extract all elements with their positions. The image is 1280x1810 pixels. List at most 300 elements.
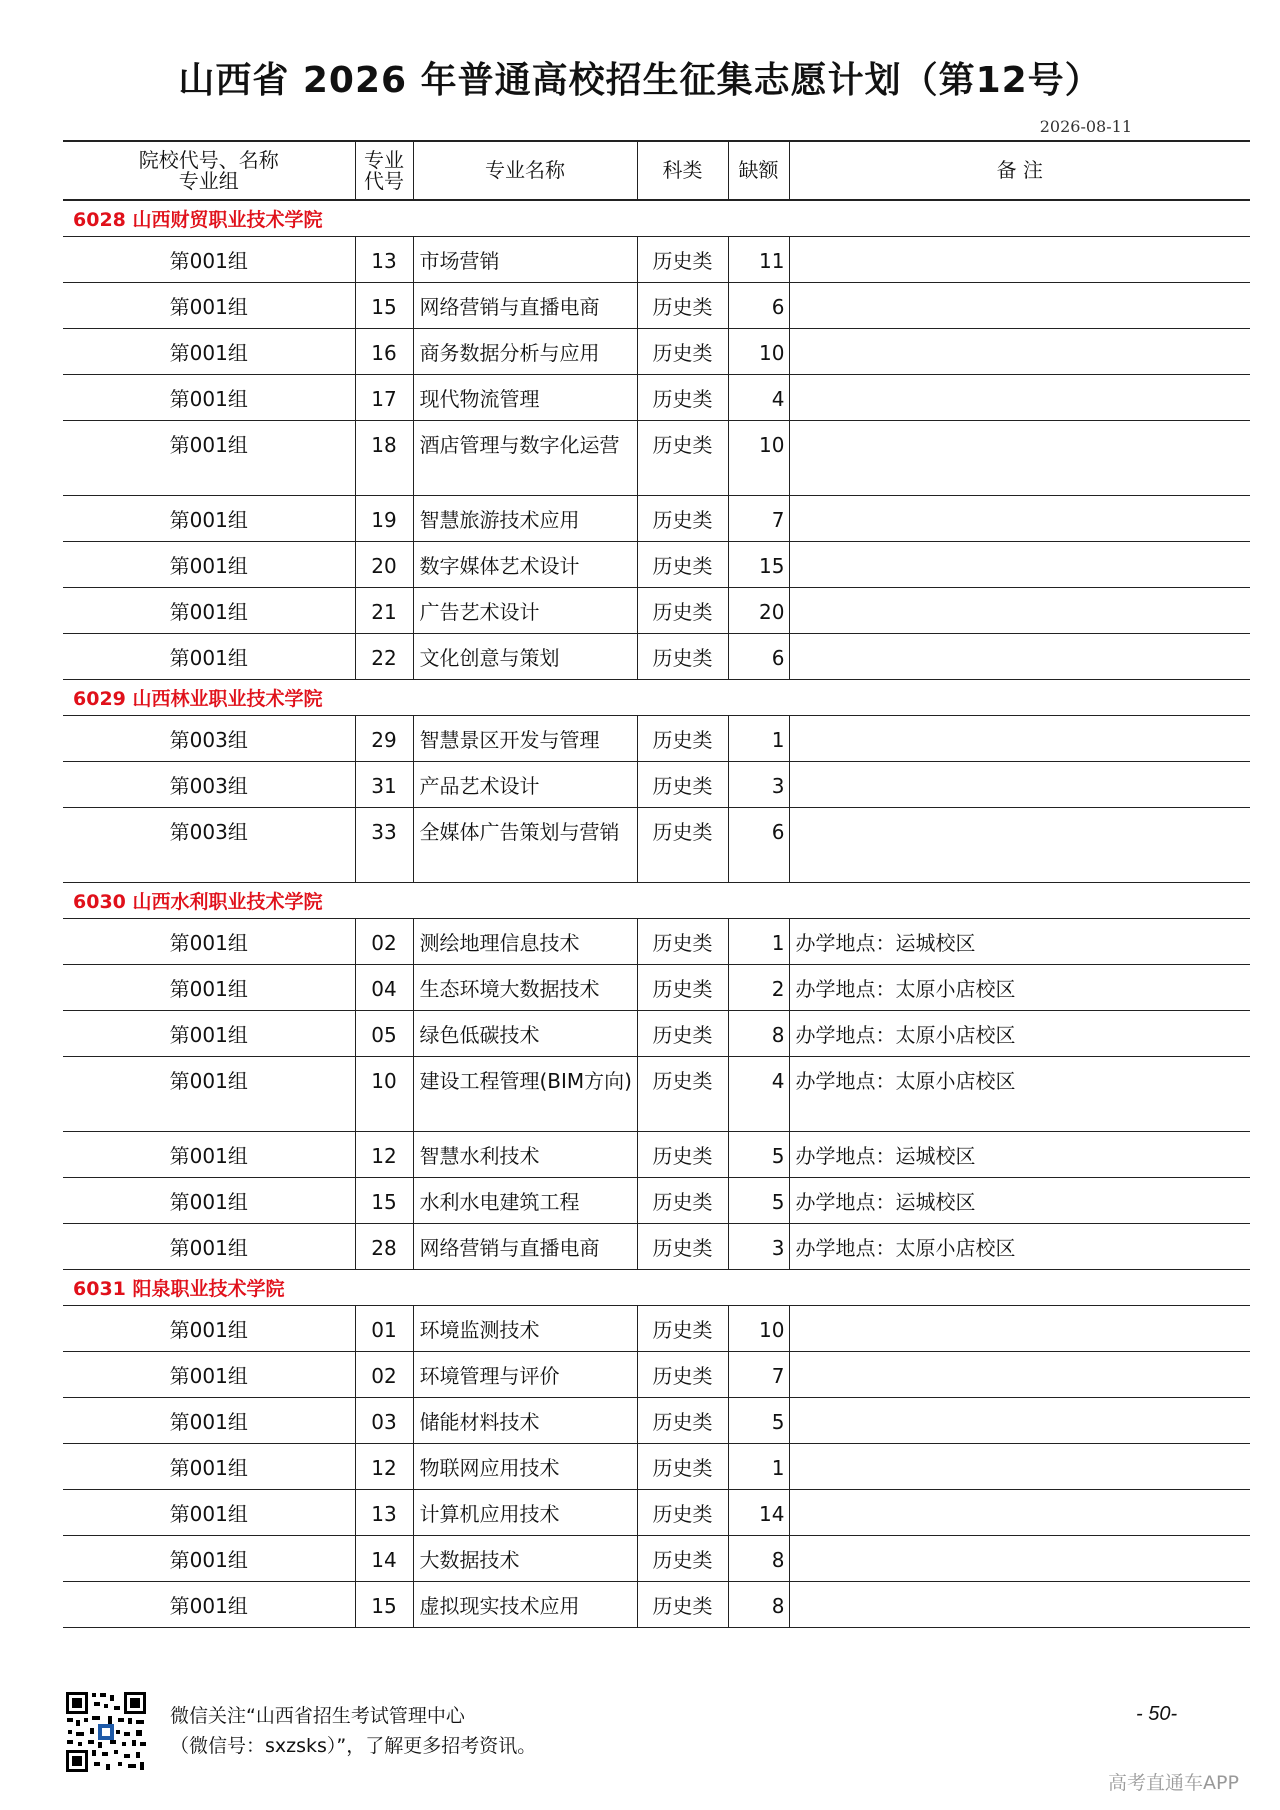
vacancy-cell-text: 8 (771, 1548, 785, 1572)
category-cell-text: 历史类 (652, 931, 713, 955)
notes-cell-text (790, 808, 1251, 818)
category-cell (637, 808, 728, 883)
vacancy-cell-text: 6 (771, 295, 785, 319)
vacancy-cell-text: 2 (771, 977, 785, 1001)
group-cell (63, 762, 355, 808)
notes-cell (789, 375, 1250, 421)
category-cell (637, 1057, 728, 1132)
major-code-cell-text: 13 (371, 249, 397, 273)
group-cell-text: 第001组 (169, 1144, 248, 1168)
notes-cell (789, 1582, 1250, 1628)
category-cell-text: 历史类 (652, 1069, 713, 1093)
major-code-cell-text: 01 (371, 1318, 397, 1342)
vacancy-cell-text: 1 (771, 931, 785, 955)
category-cell-text: 历史类 (652, 820, 713, 844)
table-row (63, 283, 1250, 329)
category-cell (637, 1398, 728, 1444)
major-code-cell-text: 05 (371, 1023, 397, 1047)
watermark: 高考直通车APP (1108, 1772, 1239, 1794)
major-name-cell-text: 测绘地理信息技术 (419, 931, 580, 955)
notes-cell-text (790, 1444, 1251, 1454)
vacancy-cell-text: 3 (771, 1236, 785, 1260)
group-cell (63, 1398, 355, 1444)
vacancy-cell-text: 8 (771, 1594, 785, 1618)
major-name-cell (413, 1582, 637, 1628)
vacancy-cell (728, 283, 789, 329)
major-name-cell-text: 文化创意与策划 (419, 646, 560, 670)
major-name-cell-text: 产品艺术设计 (419, 774, 540, 798)
major-name-cell-text: 酒店管理与数字化运营 (419, 433, 620, 457)
vacancy-cell (728, 542, 789, 588)
major-code-cell-text: 15 (371, 1594, 397, 1618)
table-row (63, 588, 1250, 634)
major-code-cell-text: 15 (371, 295, 397, 319)
major-name-cell-text: 水利水电建筑工程 (419, 1190, 580, 1214)
header-vacancy: 缺额 (728, 141, 789, 200)
table-row (63, 919, 1250, 965)
group-cell (63, 1536, 355, 1582)
table-row (63, 716, 1250, 762)
group-cell-text: 第001组 (169, 1364, 248, 1388)
group-cell-text: 第001组 (169, 977, 248, 1001)
category-cell (637, 919, 728, 965)
group-cell (63, 496, 355, 542)
vacancy-cell-text: 4 (771, 1069, 785, 1093)
major-code-cell-text: 10 (371, 1069, 397, 1093)
table-row (63, 1057, 1250, 1132)
group-cell (63, 1444, 355, 1490)
group-cell-text: 第001组 (169, 1069, 248, 1093)
vacancy-cell (728, 496, 789, 542)
category-cell (637, 634, 728, 680)
group-cell (63, 965, 355, 1011)
notes-cell-text (790, 1490, 1251, 1500)
group-cell (63, 808, 355, 883)
table-row (63, 542, 1250, 588)
table-row (63, 1582, 1250, 1628)
category-cell-text: 历史类 (652, 341, 713, 365)
category-cell-text: 历史类 (652, 249, 713, 273)
vacancy-cell-text: 10 (759, 341, 785, 365)
major-code-cell (355, 588, 413, 634)
notes-cell-text (790, 496, 1251, 506)
notes-cell (789, 421, 1250, 496)
vacancy-cell (728, 329, 789, 375)
plan-table (63, 140, 1250, 1628)
table-row (63, 1490, 1250, 1536)
header-group-label: 专业组 (178, 168, 239, 193)
vacancy-cell-text: 7 (771, 1364, 785, 1388)
notes-cell (789, 329, 1250, 375)
vacancy-cell (728, 965, 789, 1011)
major-name-cell-text: 数字媒体艺术设计 (419, 554, 580, 578)
vacancy-cell-text: 6 (771, 646, 785, 670)
major-name-cell (413, 237, 637, 283)
notes-cell (789, 1398, 1250, 1444)
major-code-cell-text: 28 (371, 1236, 397, 1260)
major-name-cell (413, 1224, 637, 1270)
major-code-cell (355, 1306, 413, 1352)
group-cell (63, 634, 355, 680)
major-code-cell-text: 02 (371, 1364, 397, 1388)
major-name-cell (413, 375, 637, 421)
category-cell (637, 496, 728, 542)
vacancy-cell (728, 421, 789, 496)
notes-cell-text (790, 1536, 1251, 1546)
table-row (63, 1444, 1250, 1490)
notes-cell (789, 1224, 1250, 1270)
major-code-cell (355, 1178, 413, 1224)
vacancy-cell (728, 1352, 789, 1398)
vacancy-cell (728, 716, 789, 762)
header-notes: 备 注 (789, 141, 1250, 200)
footer-line-2: （微信号：sxzsks）”，了解更多招考资讯。 (170, 1735, 537, 1757)
group-cell (63, 1352, 355, 1398)
notes-cell-text (790, 1398, 1251, 1408)
notes-cell (789, 588, 1250, 634)
notes-cell (789, 1490, 1250, 1536)
notes-cell (789, 237, 1250, 283)
major-code-cell (355, 421, 413, 496)
major-code-cell (355, 1536, 413, 1582)
table-row (63, 808, 1250, 883)
major-code-cell-text: 17 (371, 387, 397, 411)
group-cell-text: 第001组 (169, 1023, 248, 1047)
notes-cell-text: 办学地点：运城校区 (795, 931, 976, 955)
group-cell-text: 第001组 (169, 341, 248, 365)
vacancy-cell-text: 1 (771, 1456, 785, 1480)
notes-cell (789, 634, 1250, 680)
table-row (63, 965, 1250, 1011)
notes-cell-text (790, 1352, 1251, 1362)
notes-cell (789, 1011, 1250, 1057)
notes-cell-text (790, 1306, 1251, 1316)
notes-cell-text: 办学地点：太原小店校区 (795, 1069, 1016, 1093)
group-cell-text: 第001组 (169, 1548, 248, 1572)
major-name-cell-text: 商务数据分析与应用 (419, 341, 600, 365)
major-code-cell (355, 965, 413, 1011)
group-cell-text: 第001组 (169, 249, 248, 273)
major-name-cell-text: 储能材料技术 (419, 1410, 540, 1434)
major-code-cell-text: 14 (371, 1548, 397, 1572)
notes-cell-text (790, 237, 1251, 247)
category-cell (637, 1582, 728, 1628)
group-cell (63, 919, 355, 965)
category-cell (637, 421, 728, 496)
page-title: 山西省 2026 年普通高校招生征集志愿计划（第12号） (178, 60, 1102, 101)
major-code-cell (355, 1582, 413, 1628)
category-cell-text: 历史类 (652, 1023, 713, 1047)
group-cell-text: 第001组 (169, 387, 248, 411)
category-cell-text: 历史类 (652, 508, 713, 532)
major-name-cell-text: 现代物流管理 (419, 387, 540, 411)
major-name-cell-text: 大数据技术 (419, 1548, 520, 1572)
notes-cell (789, 1536, 1250, 1582)
major-name-cell-text: 生态环境大数据技术 (419, 977, 600, 1001)
table-row (63, 329, 1250, 375)
vacancy-cell (728, 588, 789, 634)
group-cell-text: 第001组 (169, 600, 248, 624)
category-cell-text: 历史类 (652, 1594, 713, 1618)
group-cell (63, 421, 355, 496)
vacancy-cell-text: 7 (771, 508, 785, 532)
category-cell (637, 1536, 728, 1582)
major-name-cell-text: 环境监测技术 (419, 1318, 540, 1342)
category-cell (637, 283, 728, 329)
vacancy-cell (728, 1490, 789, 1536)
notes-cell (789, 1132, 1250, 1178)
major-name-cell (413, 329, 637, 375)
category-cell-text: 历史类 (652, 1410, 713, 1434)
major-code-cell (355, 237, 413, 283)
notes-cell (789, 496, 1250, 542)
major-name-cell-text: 全媒体广告策划与营销 (419, 820, 620, 844)
group-cell-text: 第003组 (169, 774, 248, 798)
major-name-cell (413, 808, 637, 883)
category-cell-text: 历史类 (652, 1548, 713, 1572)
vacancy-cell (728, 237, 789, 283)
major-name-cell (413, 1178, 637, 1224)
vacancy-cell-text: 14 (759, 1502, 785, 1526)
group-cell-text: 第003组 (169, 820, 248, 844)
major-code-cell (355, 1057, 413, 1132)
category-cell-text: 历史类 (652, 600, 713, 624)
vacancy-cell (728, 1536, 789, 1582)
major-code-cell (355, 1444, 413, 1490)
major-code-cell (355, 1398, 413, 1444)
vacancy-cell-text: 3 (771, 774, 785, 798)
vacancy-cell-text: 1 (771, 728, 785, 752)
category-cell-text: 历史类 (652, 1144, 713, 1168)
category-cell-text: 历史类 (652, 1236, 713, 1260)
notes-cell-text: 办学地点：运城校区 (795, 1144, 976, 1168)
school-header-row (63, 680, 1250, 716)
major-name-cell (413, 716, 637, 762)
table-row (63, 762, 1250, 808)
group-cell-text: 第001组 (169, 1502, 248, 1526)
vacancy-cell-text: 5 (771, 1190, 785, 1214)
major-name-cell (413, 1398, 637, 1444)
vacancy-cell (728, 919, 789, 965)
major-code-cell-text: 19 (371, 508, 397, 532)
major-code-cell-text: 12 (371, 1144, 397, 1168)
group-cell (63, 1057, 355, 1132)
major-code-cell (355, 496, 413, 542)
notes-cell-text (790, 329, 1251, 339)
category-cell-text: 历史类 (652, 295, 713, 319)
category-cell (637, 1306, 728, 1352)
table-row (63, 1224, 1250, 1270)
category-cell (637, 762, 728, 808)
header-major-code (355, 141, 413, 200)
notes-cell-text (790, 762, 1251, 772)
major-name-cell (413, 762, 637, 808)
major-name-cell-text: 建设工程管理(BIM方向) (419, 1069, 632, 1093)
notes-cell (789, 762, 1250, 808)
notes-cell-text (790, 634, 1251, 644)
major-name-cell (413, 1306, 637, 1352)
group-cell (63, 716, 355, 762)
category-cell-text: 历史类 (652, 774, 713, 798)
group-cell-text: 第001组 (169, 1594, 248, 1618)
major-name-cell (413, 1057, 637, 1132)
group-cell (63, 1132, 355, 1178)
major-code-cell (355, 634, 413, 680)
notes-cell (789, 1444, 1250, 1490)
notes-cell-text (790, 283, 1251, 293)
major-name-cell (413, 1444, 637, 1490)
vacancy-cell (728, 1398, 789, 1444)
notes-cell (789, 283, 1250, 329)
header-school-group (63, 141, 355, 200)
major-name-cell-text: 物联网应用技术 (419, 1456, 560, 1480)
group-cell-text: 第001组 (169, 508, 248, 532)
category-cell (637, 965, 728, 1011)
category-cell-text: 历史类 (652, 554, 713, 578)
major-name-cell-text: 智慧水利技术 (419, 1144, 540, 1168)
group-cell (63, 329, 355, 375)
major-code-cell (355, 1132, 413, 1178)
header-school-label: 院校代号、名称 (138, 147, 279, 172)
major-name-cell (413, 634, 637, 680)
notes-cell (789, 1352, 1250, 1398)
school-name: 6030 山西水利职业技术学院 (63, 883, 1250, 919)
vacancy-cell (728, 1306, 789, 1352)
major-name-cell (413, 1536, 637, 1582)
header-major-code-line1: 专业 (364, 147, 404, 172)
group-cell (63, 375, 355, 421)
vacancy-cell (728, 1132, 789, 1178)
group-cell (63, 1224, 355, 1270)
school-name: 6029 山西林业职业技术学院 (63, 680, 1250, 716)
category-cell-text: 历史类 (652, 1364, 713, 1388)
notes-cell (789, 542, 1250, 588)
major-name-cell-text: 绿色低碳技术 (419, 1023, 540, 1047)
vacancy-cell-text: 15 (759, 554, 785, 578)
vacancy-cell-text: 10 (759, 433, 785, 457)
vacancy-cell (728, 1011, 789, 1057)
major-name-cell-text: 智慧景区开发与管理 (419, 728, 600, 752)
major-code-cell-text: 16 (371, 341, 397, 365)
table-row (63, 1306, 1250, 1352)
major-code-cell-text: 18 (371, 433, 397, 457)
category-cell-text: 历史类 (652, 646, 713, 670)
table-row (63, 421, 1250, 496)
table-row (63, 1398, 1250, 1444)
major-name-cell (413, 1011, 637, 1057)
vacancy-cell-text: 8 (771, 1023, 785, 1047)
major-code-cell (355, 1490, 413, 1536)
table-row (63, 1536, 1250, 1582)
category-cell (637, 542, 728, 588)
major-code-cell (355, 1352, 413, 1398)
notes-cell (789, 965, 1250, 1011)
major-code-cell-text: 29 (371, 728, 397, 752)
group-cell-text: 第001组 (169, 1410, 248, 1434)
vacancy-cell (728, 808, 789, 883)
group-cell (63, 1178, 355, 1224)
major-code-cell-text: 22 (371, 646, 397, 670)
major-code-cell-text: 03 (371, 1410, 397, 1434)
major-code-cell (355, 716, 413, 762)
major-name-cell-text: 虚拟现实技术应用 (419, 1594, 580, 1618)
group-cell (63, 283, 355, 329)
category-cell (637, 1224, 728, 1270)
major-name-cell (413, 965, 637, 1011)
header-category: 科类 (637, 141, 728, 200)
notes-cell-text: 办学地点：太原小店校区 (795, 977, 1016, 1001)
category-cell-text: 历史类 (652, 433, 713, 457)
major-name-cell (413, 283, 637, 329)
notes-cell-text: 办学地点：太原小店校区 (795, 1236, 1016, 1260)
major-code-cell (355, 329, 413, 375)
major-code-cell-text: 02 (371, 931, 397, 955)
category-cell (637, 1490, 728, 1536)
table-row (63, 634, 1250, 680)
table-row (63, 1352, 1250, 1398)
major-code-cell-text: 04 (371, 977, 397, 1001)
category-cell-text: 历史类 (652, 1502, 713, 1526)
major-name-cell (413, 1132, 637, 1178)
vacancy-cell (728, 1224, 789, 1270)
notes-cell-text (790, 1582, 1251, 1592)
group-cell (63, 237, 355, 283)
group-cell-text: 第001组 (169, 1318, 248, 1342)
category-cell (637, 716, 728, 762)
header-major-name: 专业名称 (413, 141, 637, 200)
category-cell (637, 1352, 728, 1398)
vacancy-cell (728, 634, 789, 680)
group-cell-text: 第001组 (169, 931, 248, 955)
vacancy-cell-text: 6 (771, 820, 785, 844)
major-name-cell-text: 市场营销 (419, 249, 500, 273)
plan-table-body (63, 200, 1250, 1628)
notes-cell (789, 1306, 1250, 1352)
school-header-row (63, 1270, 1250, 1306)
category-cell-text: 历史类 (652, 387, 713, 411)
vacancy-cell (728, 762, 789, 808)
category-cell (637, 237, 728, 283)
vacancy-cell-text: 10 (759, 1318, 785, 1342)
group-cell (63, 1306, 355, 1352)
major-name-cell (413, 421, 637, 496)
vacancy-cell (728, 1444, 789, 1490)
school-header-row (63, 200, 1250, 237)
major-name-cell-text: 环境管理与评价 (419, 1364, 560, 1388)
category-cell-text: 历史类 (652, 1190, 713, 1214)
group-cell-text: 第003组 (169, 728, 248, 752)
footer-wechat-notice (170, 1701, 536, 1761)
major-code-cell (355, 808, 413, 883)
footer-line-1: 微信关注“山西省招生考试管理中心 (170, 1705, 465, 1727)
major-name-cell (413, 1352, 637, 1398)
category-cell (637, 1132, 728, 1178)
major-code-cell-text: 20 (371, 554, 397, 578)
vacancy-cell-text: 4 (771, 387, 785, 411)
major-code-cell-text: 33 (371, 820, 397, 844)
notes-cell (789, 1178, 1250, 1224)
table-row (63, 1011, 1250, 1057)
group-cell-text: 第001组 (169, 554, 248, 578)
school-header-row (63, 883, 1250, 919)
table-row (63, 375, 1250, 421)
notes-cell (789, 716, 1250, 762)
major-code-cell (355, 1224, 413, 1270)
qr-code-icon (64, 1690, 148, 1774)
notes-cell-text (790, 375, 1251, 385)
group-cell (63, 1490, 355, 1536)
category-cell (637, 1444, 728, 1490)
